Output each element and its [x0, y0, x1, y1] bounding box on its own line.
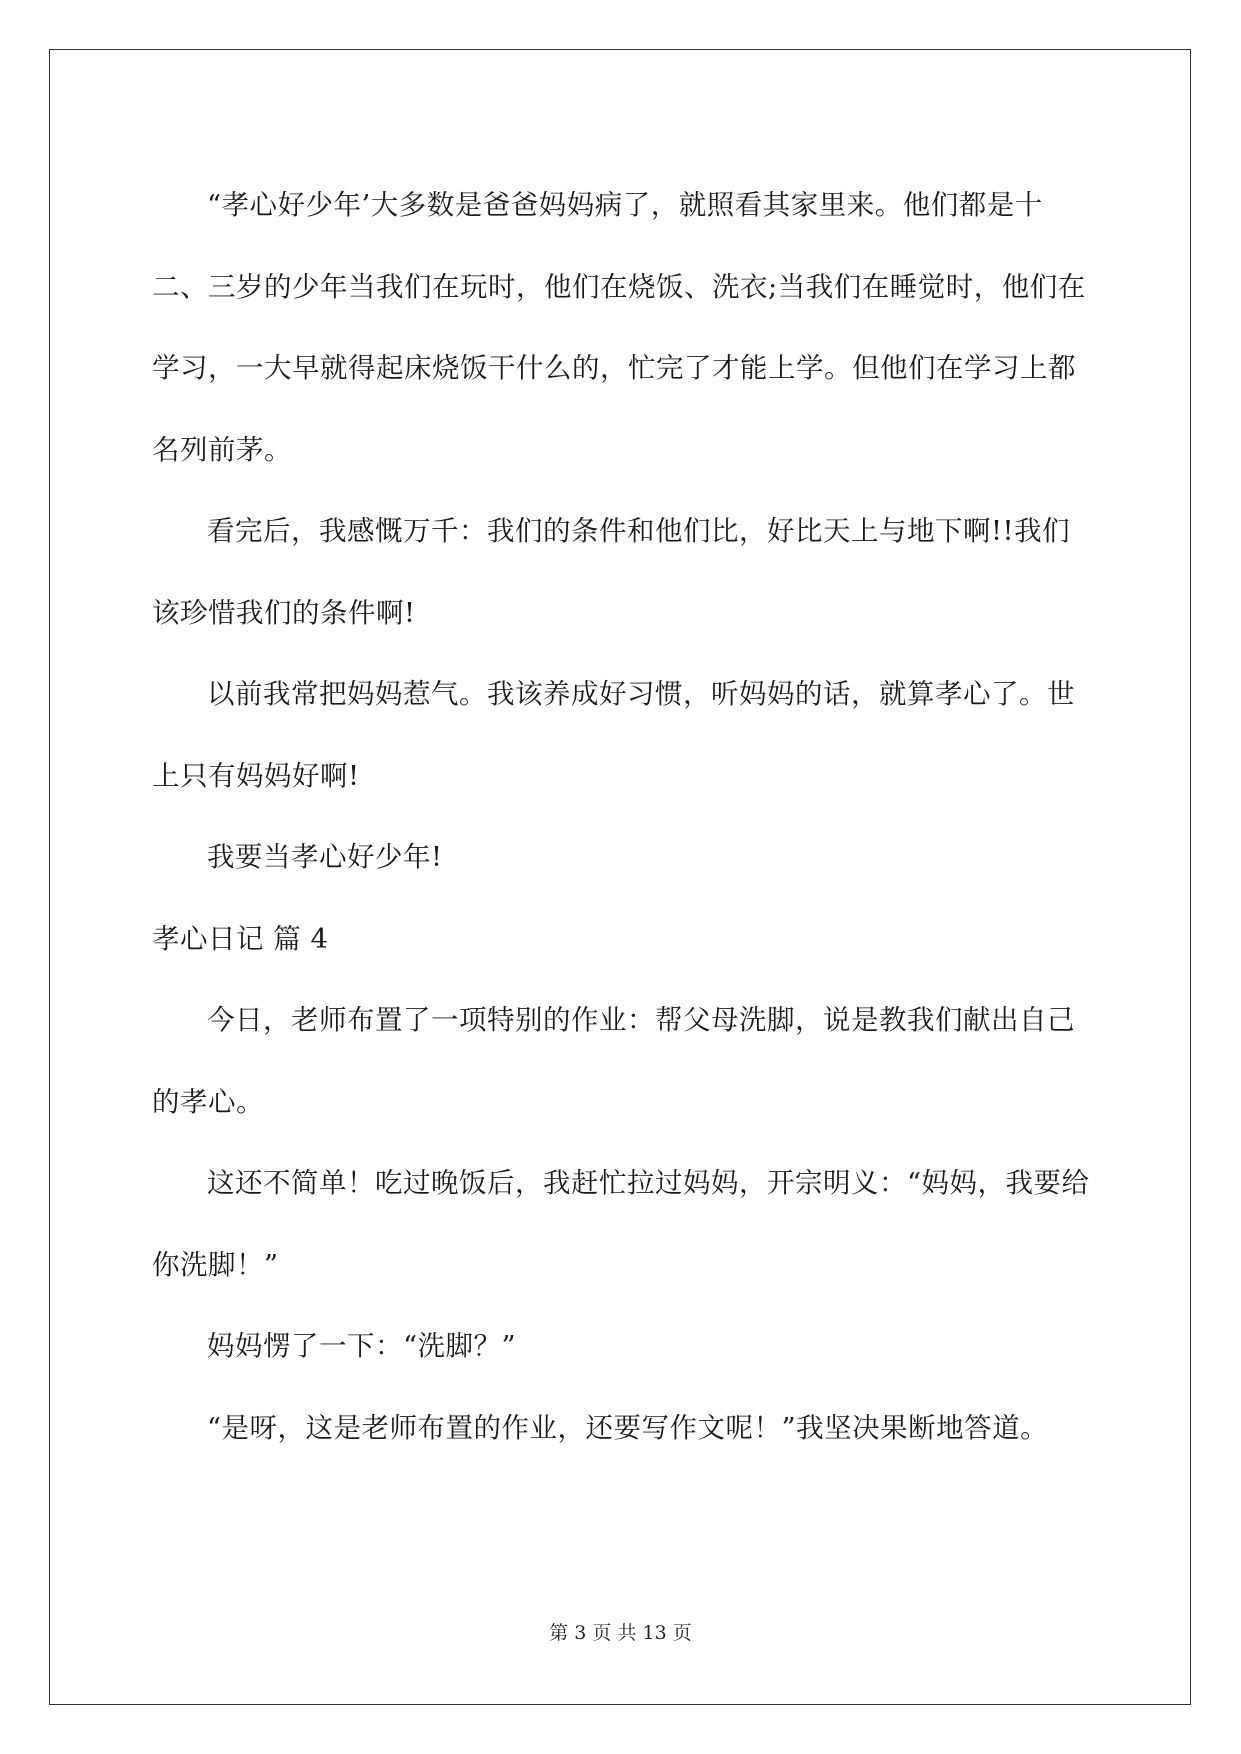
- paragraph: 今日，老师布置了一项特别的作业：帮父母洗脚，说是教我们献出自己的孝心。: [152, 1004, 1075, 1118]
- paragraph: 以前我常把妈妈惹气。我该养成好习惯，听妈妈的话，就算孝心了。世上只有妈妈好啊!: [152, 678, 1075, 792]
- paragraph: 我要当孝心好少年!: [207, 841, 443, 873]
- section-heading: 孝心日记 篇 4: [152, 922, 329, 955]
- page-number: 第 3 页 共 13 页: [549, 1622, 692, 1644]
- paragraph: 看完后，我感慨万千：我们的条件和他们比，好比天上与地下啊!!我们该珍惜我们的条件啊!: [152, 515, 1071, 629]
- paragraph: “是呀，这是老师布置的作业，还要写作文呢！”我坚决果断地答道。: [207, 1411, 1049, 1444]
- paragraph: 这还不简单！吃过晚饭后，我赶忙拉过妈妈，开宗明义：“妈妈，我要给你洗脚！”: [152, 1167, 1090, 1281]
- paragraph: 妈妈愣了一下：“洗脚？”: [207, 1330, 517, 1362]
- paragraph: “孝心好少年’大多数是爸爸妈妈病了，就照看其家里来。他们都是十二、三岁的少年当我们在玩时，他们在烧饭、洗衣;当我们在睡觉时，他们在学习，一大早就得起床烧饭干什么的，忙完了才能上学。但他们在学习上都名列前茅。: [152, 189, 1086, 466]
- document-body: [152, 165, 1092, 1469]
